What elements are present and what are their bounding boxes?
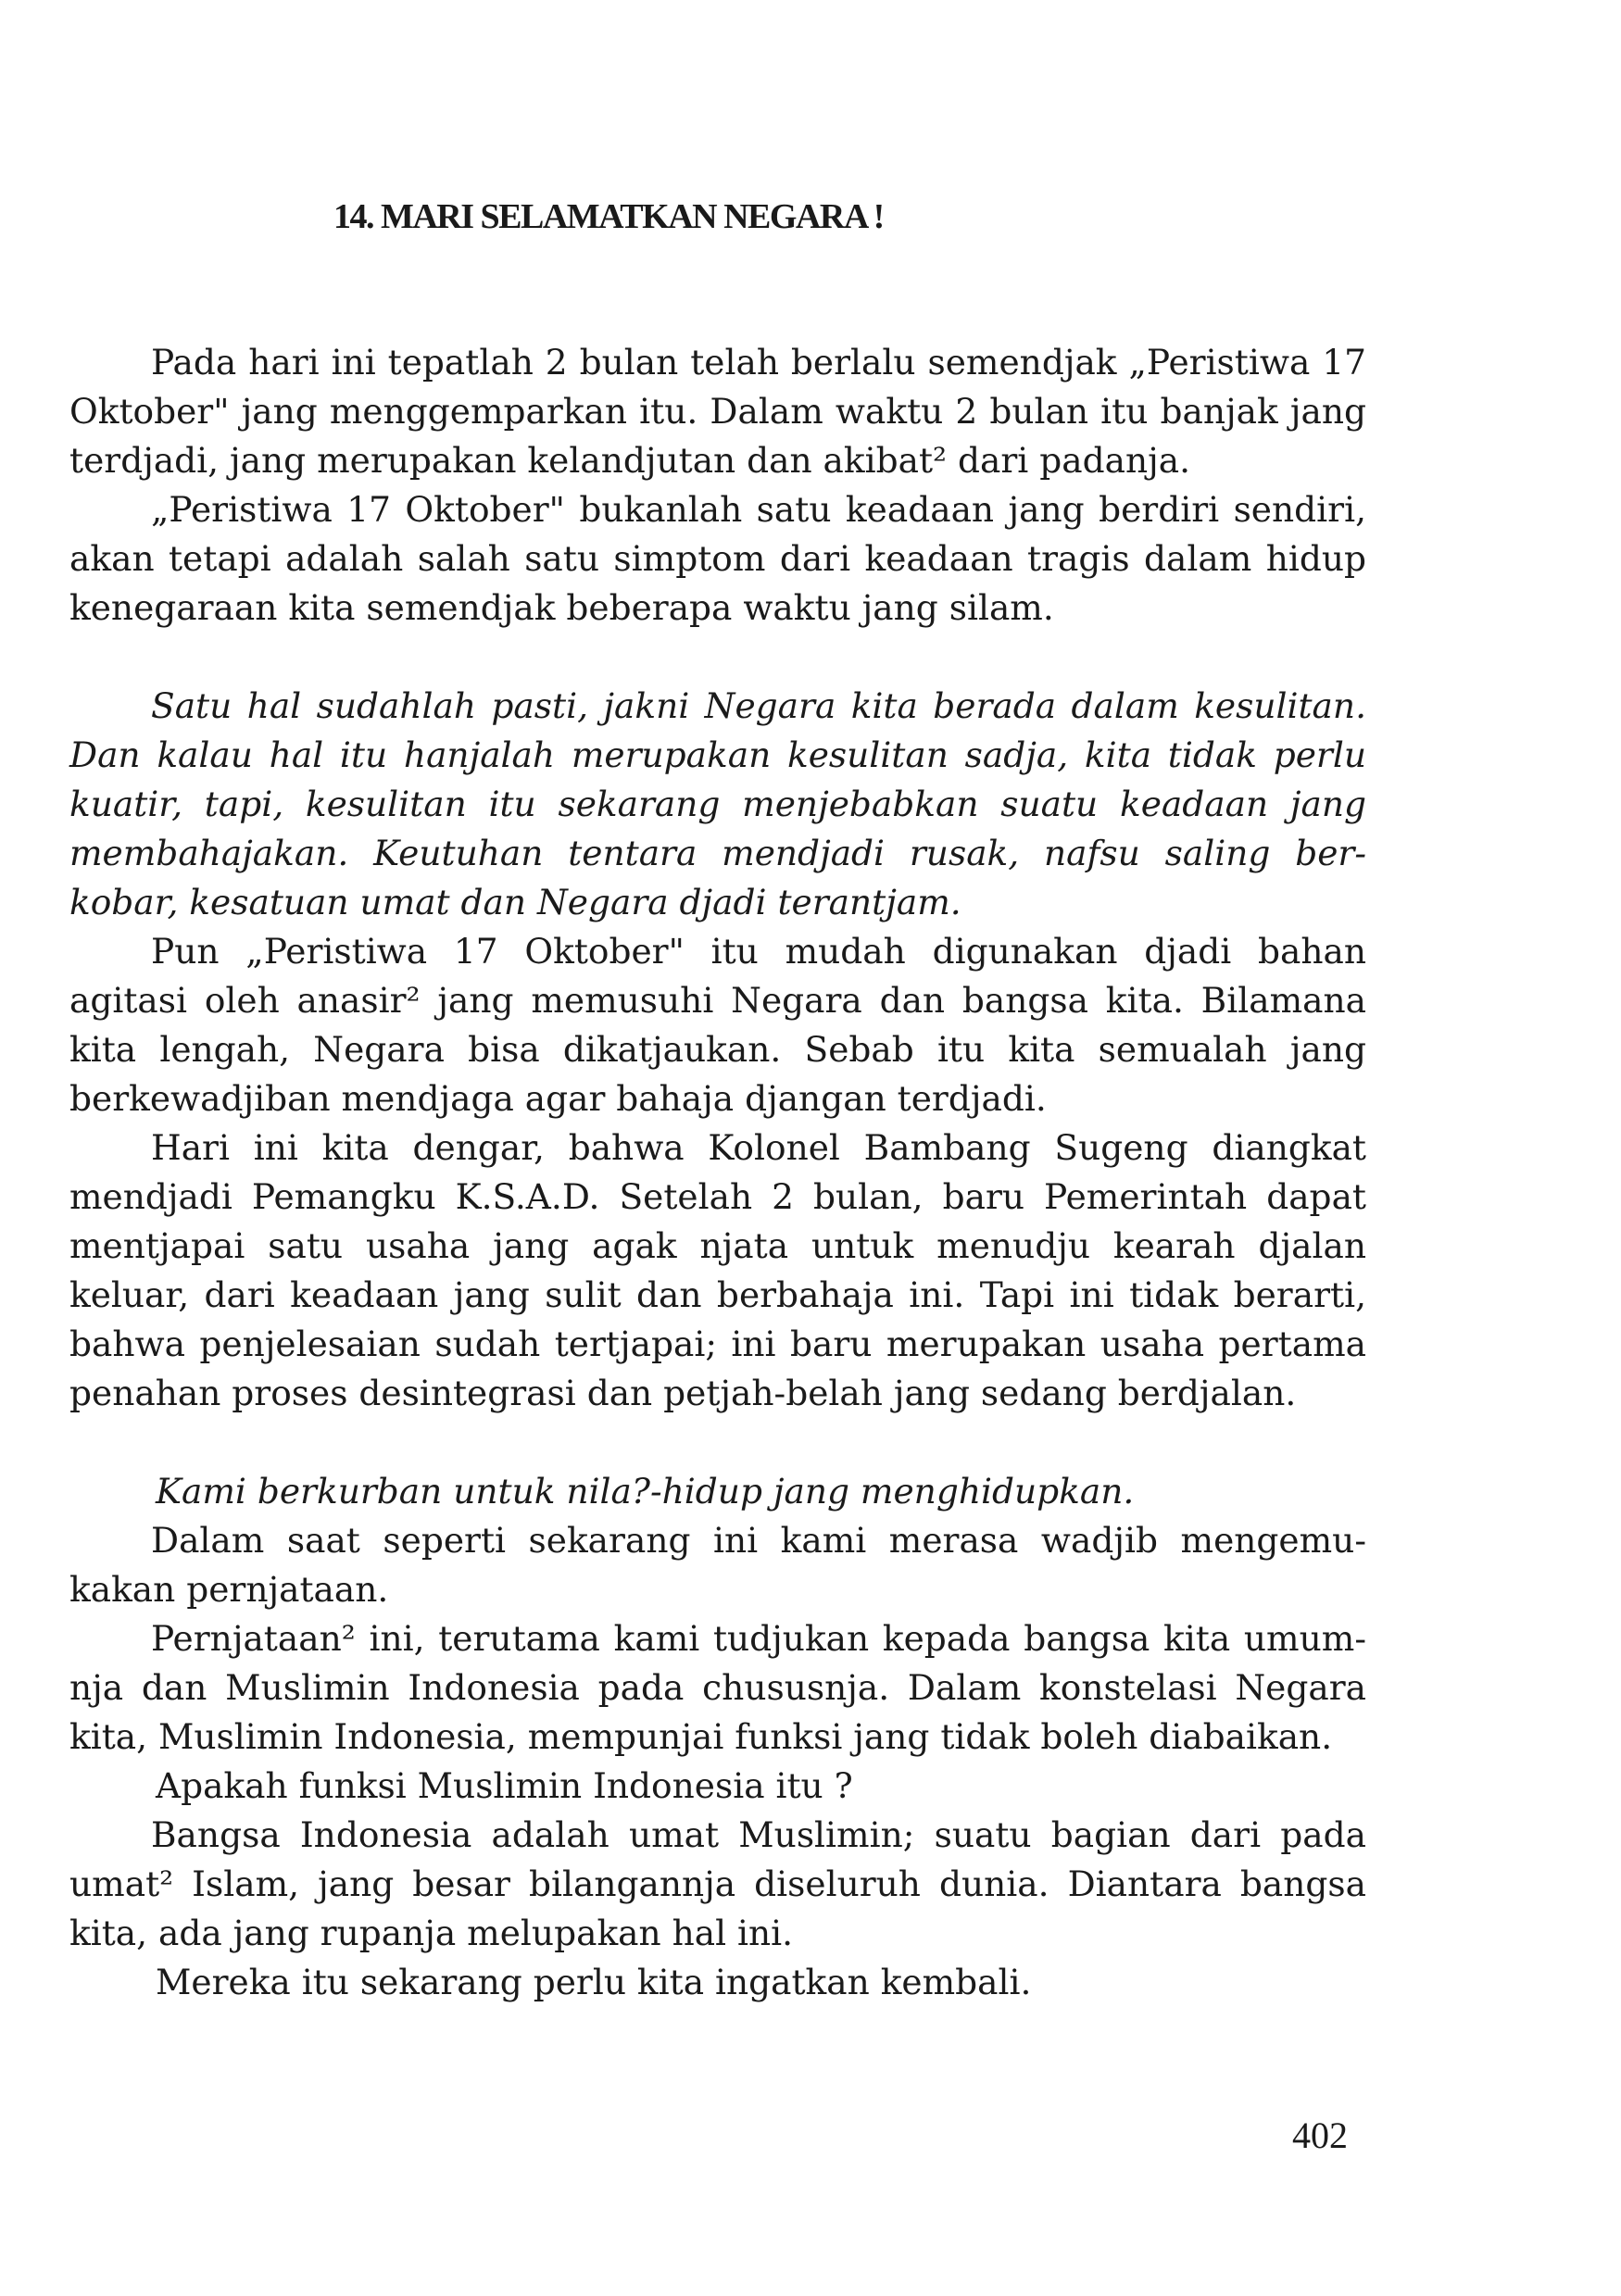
paragraph: Dalam saat seperti sekarang ini kami merasa wadjib mengemukakan pernjataan.	[69, 1520, 1366, 1610]
paragraph: „Peristiwa 17 Oktober" bukanlah satu keadaan jang berdiri sendiri, akan tetapi adalah salah satu simptom dari keadaan tragis dalam hidup kenegaraan kita semendjak beberapa waktu jang silam.	[69, 489, 1366, 628]
paragraph: Pada hari ini tepatlah 2 bulan telah berlalu semendjak „Peristiwa 17 Oktober" jang menggemparkan itu. Dalam waktu 2 bulan itu banjak jang terdjadi, jang merupakan kelandjutan dan akibat² dari padanja.	[69, 342, 1366, 481]
chapter-title: 14. MARI SELAMATKAN NEGARA !	[333, 197, 884, 236]
italic-heading-line: Kami berkurban untuk nila?-hidup jang menghidupkan.	[156, 1471, 1135, 1512]
paragraph: Bangsa Indonesia adalah umat Muslimin; suatu bagian dari pada umat² Islam, jang besar bilangannja diseluruh dunia. Diantara bangsa kita, ada jang rupanja melupakan hal ini.	[69, 1814, 1366, 1953]
page-number: 402	[1292, 2114, 1348, 2156]
paragraph: Hari ini kita dengar, bahwa Kolonel Bambang Sugeng diangkat mendjadi Pemangku K.S.A.D. Setelah 2 bulan, baru Pemerintah dapat mentjapai satu usaha jang agak njata untuk menudju kearah djalan keluar, dari keadaan jang sulit dan berbahaja ini. Tapi ini tidak berarti, bahwa penjelesaian sudah tertjapai; ini baru merupakan usaha pertama penahan proses desintegrasi dan petjah-belah jang sedang berdjalan.	[69, 1127, 1366, 1413]
italic-paragraph: Satu hal sudahlah pasti, jakni Negara kita berada dalam kesulitan. Dan kalau hal itu hanjalah merupakan kesulitan sadja, kita tidak perlu kuatir, tapi, kesulitan itu sekarang menjebabkan suatu keadaan jang membahajakan. Keutuhan tentara mendjadi rusak, nafsu saling berkobar, kesatuan umat dan Negara djadi terantjam.	[69, 685, 1366, 922]
paragraph: Mereka itu sekarang perlu kita ingatkan kembali.	[156, 1962, 1032, 2002]
paragraph: Apakah funksi Muslimin Indonesia itu ?	[156, 1765, 853, 1806]
body-text	[69, 338, 1366, 2007]
paragraph: Pernjataan² ini, terutama kami tudjukan kepada bangsa kita umumnja dan Muslimin Indonesia pada chususnja. Dalam konstelasi Negara kita, Muslimin Indonesia, mempunjai funksi jang tidak boleh diabaikan.	[69, 1618, 1366, 1757]
paragraph: Pun „Peristiwa 17 Oktober" itu mudah digunakan djadi bahan agitasi oleh anasir² jang memusuhi Negara dan bangsa kita. Bilamana kita lengah, Negara bisa dikatjaukan. Sebab itu kita semualah jang berkewadjiban mendjaga agar bahaja djangan terdjadi.	[69, 931, 1366, 1119]
